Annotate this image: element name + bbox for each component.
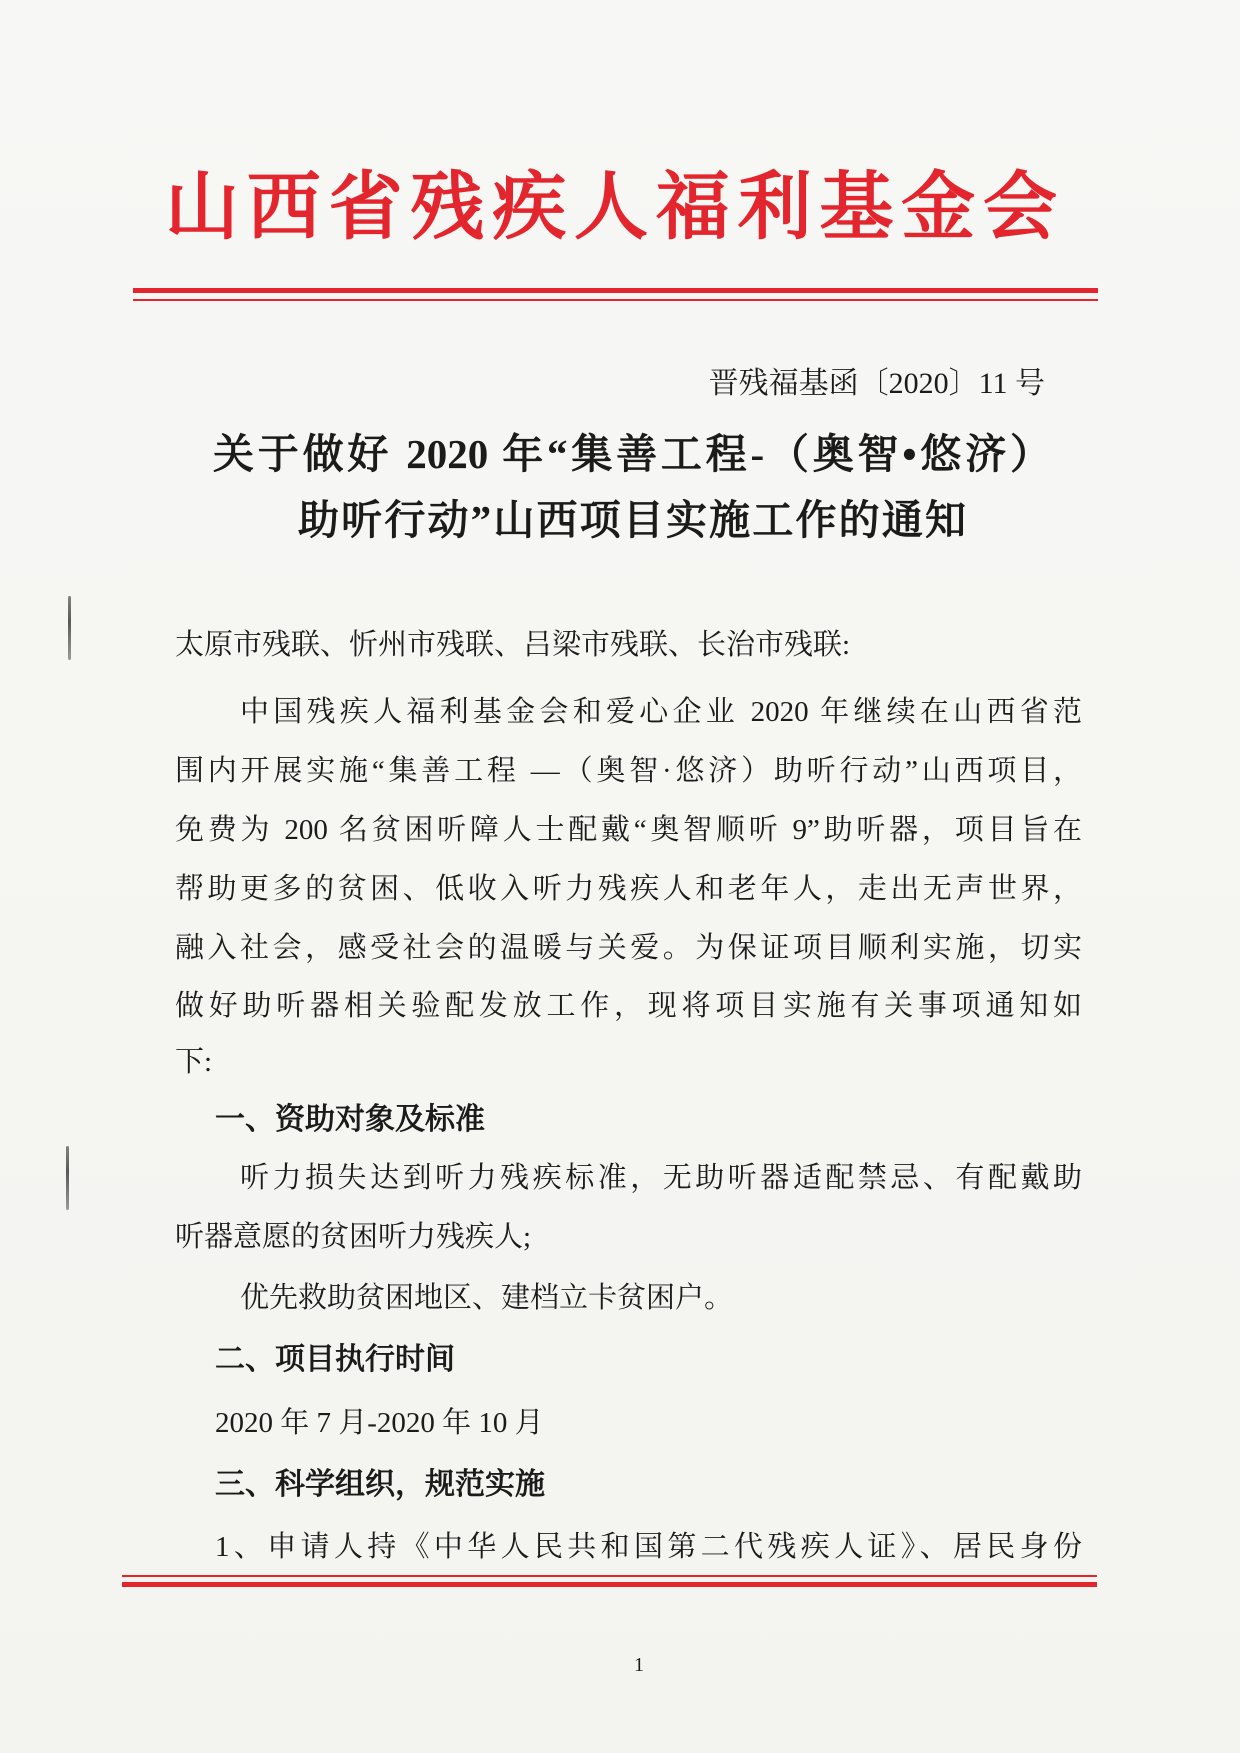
section-1-line: 听器意愿的贫困听力残疾人; [175,1221,532,1253]
intro-line: 下: [175,1046,213,1078]
footer-rule-thin [122,1575,1097,1577]
section-heading-3: 三、科学组织，规范实施 [215,1468,545,1501]
intro-line: 中国残疾人福利基金会和爱心企业 2020 年继续在山西省范 [240,696,1082,728]
section-2-line: 2020 年 7 月-2020 年 10 月 [215,1407,544,1439]
intro-line: 做好助听器相关验配发放工作，现将项目实施有关事项通知如 [175,990,1082,1022]
section-heading-2: 二、项目执行时间 [215,1343,455,1376]
intro-line: 融入社会，感受社会的温暖与关爱。为保证项目顺利实施，切实 [175,932,1082,964]
letterhead-rule-thick [133,288,1098,293]
document-title-line-2: 助听行动”山西项目实施工作的通知 [298,497,966,543]
intro-line: 围内开展实施“集善工程 —（奥智·悠济）助听行动”山西项目， [175,755,1082,787]
letterhead-org-name: 山西省残疾人福利基金会 [165,167,1057,249]
intro-line: 帮助更多的贫困、低收入听力残疾人和老年人，走出无声世界， [175,873,1082,905]
section-3-line: 1、申请人持《中华人民共和国第二代残疾人证》、居民身份 [215,1531,1082,1563]
addressee: 太原市残联、忻州市残联、吕梁市残联、长治市残联: [175,629,851,661]
document-number: 晋残福基函〔2020〕11 号 [708,367,1045,400]
staple-mark [68,596,71,660]
section-1-line: 听力损失达到听力残疾标准，无助听器适配禁忌、有配戴助 [240,1162,1082,1194]
section-1-line: 优先救助贫困地区、建档立卡贫困户。 [240,1282,734,1314]
intro-line: 免费为 200 名贫困听障人士配戴“奥智顺听 9”助听器，项目旨在 [175,814,1082,846]
page-number: 1 [634,1654,644,1676]
letterhead-rule-thin [133,299,1098,301]
footer-rule-thick [122,1582,1097,1587]
section-heading-1: 一、资助对象及标准 [215,1103,485,1136]
document-title-line-1: 关于做好 2020 年“集善工程-（奥智•悠济） [213,431,1051,477]
staple-mark [66,1146,69,1210]
